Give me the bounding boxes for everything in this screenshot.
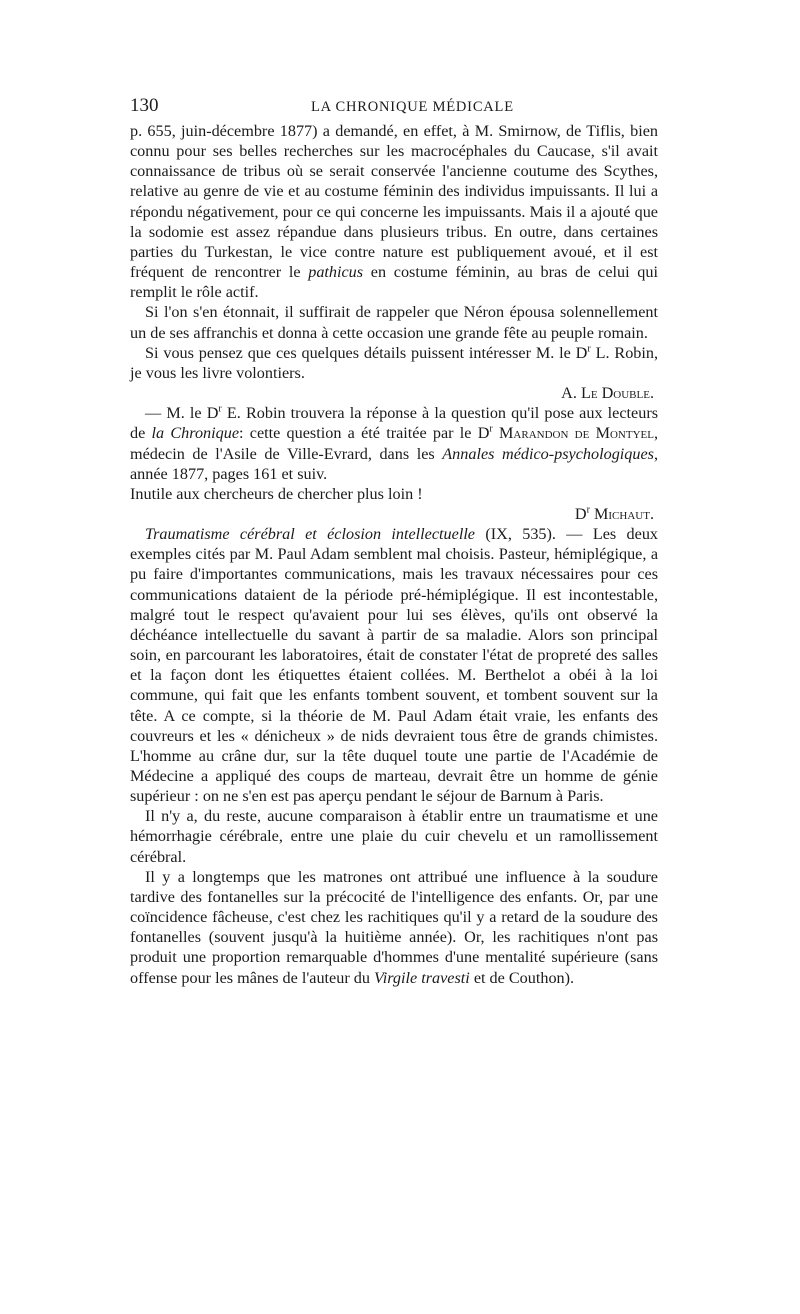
italic-title-virgile: Virgile travesti	[374, 968, 470, 987]
body-text	[130, 121, 658, 988]
italic-annales: Annales médico-psychologiques	[442, 444, 654, 463]
article-p3-end: et de Couthon).	[473, 968, 575, 987]
letter2-text-a: — M. le D	[145, 404, 219, 423]
superscript: r	[218, 403, 222, 415]
superscript: r	[586, 504, 590, 516]
letter1-paragraph-3	[130, 343, 658, 383]
signature-le-double: A. Le Double.	[561, 384, 654, 403]
letter2-text-d: , médecin de l'Asile de Ville-Evrard, dans les	[130, 424, 658, 463]
letter1-text: p. 655, juin-décembre 1877) a demandé, en effet, à M. Smirnow, de Tiflis, bien connu pour ses belles recherches sur les macrocéphales du Caucase, s'il avait connaissance de tribus où se serait conservée l'ancienne coutume des Scythes, relative au genre de vie et au costume féminin des individus impuissants. Il lui a répondu négativement, pour ce qui concerne les impuissants. Mais il a ajouté que la sodomie est assez répandue dans plusieurs tribus. En outre, dans certaines parties du Turkestan, le vice contre nature est publiquement avoué, et il est fréquent de rencontrer le	[130, 122, 658, 282]
letter2-text-e: , année 1877, pages 161 et suiv.	[130, 444, 658, 483]
letter1-paragraph-2: Si l'on s'en étonnait, il suffirait de rappeler que Néron épousa solennellement un de ses affranchis et donna à cette occasion une grande fête au peuple romain.	[130, 303, 658, 342]
superscript: r	[587, 343, 591, 355]
article-paragraph-2: Il n'y a, du reste, aucune comparaison à établir entre un traumatisme et une hémorrhagie cérébrale, entre une plaie du cuir chevelu et un ramollissement cérébral.	[130, 807, 658, 866]
article-title: Traumatisme cérébral et éclosion intellectuelle	[145, 525, 475, 544]
letter1-p3-start: Si vous pensez que ces quelques détails puissent intéresser M. le D	[145, 343, 588, 362]
running-title: LA CHRONIQUE MÉDICALE	[311, 99, 514, 115]
article-paragraph-1	[130, 524, 658, 806]
letter1-paragraph-1	[130, 121, 658, 302]
page-number: 130	[130, 95, 159, 116]
letter1-text-end: en costume féminin, au bras de celui qui remplit le rôle actif.	[130, 263, 658, 302]
letter2-text-b: E. Robin trouvera la réponse à la question qu'il pose aux lecteurs de	[130, 404, 659, 443]
letter2-text-c: : cette question a été traitée par le D	[239, 424, 490, 443]
article-p3-text: Il y a longtemps que les matrones ont attribué une influence à la soudure tardive des fontanelles sur la précocité de l'intelligence des enfants. Or, par une coïncidence fâcheuse, c'est chez les rachitiques qu'il y a retard de la soudure des fontanelles (souvent jusqu'à la huitième année). Or, les rachitiques n'ont pas produit une proportion remarquable d'hommes d'une mentalité supérieure (sans offense pour les mânes de l'auteur du	[130, 867, 658, 987]
signature-michaut	[130, 504, 658, 524]
article-paragraph-3	[130, 867, 658, 988]
superscript: r	[489, 423, 493, 435]
letter1-p3-end: L. Robin, je vous les livre volontiers.	[130, 343, 659, 382]
italic-term: pathicus	[308, 263, 364, 282]
letter2-closing-line: Inutile aux chercheurs de chercher plus loin !	[130, 484, 423, 503]
sig-name: Michaut.	[594, 504, 654, 523]
letter2-paragraph	[130, 403, 658, 484]
sig-prefix: D	[574, 504, 587, 523]
article-p1-text: (IX, 535). — Les deux exemples cités par M. Paul Adam semblent mal choisis. Pasteur, hémiplégique, a pu faire d'importantes communications, mais les travaux nécessaires pour ces communications dataient de la période pré-hémiplégique. Il est incontestable, malgré tout le respect qu'avaient pour lui ses élèves, qu'ils ont observé la déchéance intellectuelle du savant à partir de sa maladie. Alors son principal soin, en parcourant les laboratoires, était de constater l'état de propreté des salles et la façon dont les étiquettes étaient collées. M. Berthelot a obéi à la loi commune, qui fait que les enfants tombent souvent, et tombent souvent sur la tête. A ce compte, si la théorie de M. Paul Adam était vraie, les enfants des couvreurs et les « dénicheux » de nids devraient tous être de grands chimistes. L'homme au crâne dur, sur la tête duquel toute une partie de l'Académie de Médecine a appliqué des coups de marteau, devrait être un homme de génie supérieur : on ne s'en est pas aperçu pendant le séjour de Barnum à Paris.	[130, 525, 659, 806]
italic-journal: la Chronique	[151, 424, 240, 443]
author-name: Marandon de Montyel	[499, 424, 654, 443]
